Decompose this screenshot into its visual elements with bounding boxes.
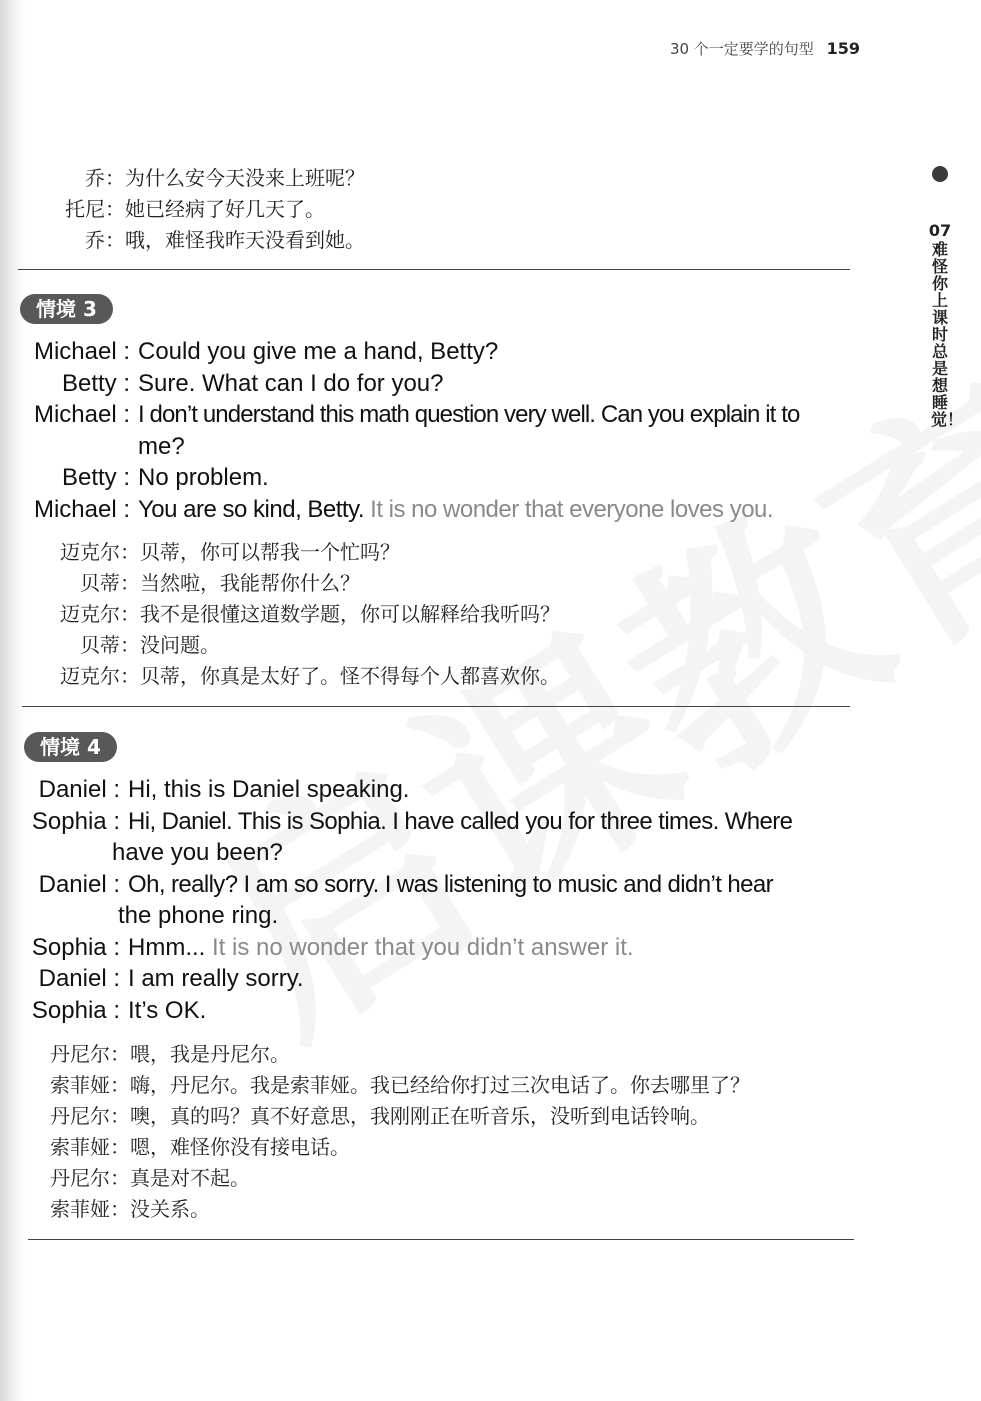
chapter-number: 07 [928, 221, 952, 240]
dialogue-line [0, 599, 900, 630]
dialogue-line [0, 1039, 900, 1070]
speaker: Daniel : [38, 965, 120, 992]
dialogue-line [0, 774, 900, 806]
speaker: 贝蒂： [80, 571, 140, 595]
dialogue-line [0, 225, 900, 256]
chapter-sidebar [920, 160, 964, 429]
speaker: Sophia : [31, 807, 120, 835]
scene3-translation [0, 537, 900, 692]
speaker: 索菲娅： [50, 1135, 130, 1159]
scene2-translation [0, 163, 900, 256]
line-text: It’s OK. [128, 996, 207, 1024]
chapter-marker-dot [932, 166, 948, 182]
speaker: Michael : [33, 401, 130, 428]
speaker: Betty : [61, 369, 130, 397]
line-text: Hi, this is Daniel speaking. [128, 776, 410, 803]
dialogue-line [0, 630, 900, 661]
speaker: 迈克尔： [60, 664, 140, 688]
line-text: Oh, really? I am so sorry. I was listening to music and didn’t hear [128, 870, 773, 898]
speaker: Daniel : [38, 870, 120, 898]
dialogue-line [0, 900, 900, 932]
scene3-dialogue [0, 336, 900, 525]
line-text: 没问题。 [140, 633, 220, 657]
speaker: 索菲娅： [50, 1073, 130, 1097]
line-text: the phone ring. [118, 902, 279, 929]
line-text: have you been? [112, 839, 283, 866]
line-text: 贝蒂，你可以帮我一个忙吗？ [140, 540, 400, 564]
scene4-translation [0, 1039, 900, 1225]
dialogue-line [0, 431, 900, 463]
line-text: 真是对不起。 [130, 1166, 250, 1190]
speaker: Michael : [33, 338, 130, 365]
speaker: 迈克尔： [60, 602, 140, 626]
dialogue-line [0, 1194, 900, 1225]
speaker: 迈克尔： [60, 540, 140, 564]
running-header [560, 38, 860, 59]
line-text: 当然啦，我能帮你什么？ [140, 571, 360, 595]
speaker: 乔： [85, 166, 125, 190]
chapter-title: 难怪你上课时总是想睡觉！ [931, 240, 964, 429]
dialogue-line [0, 837, 900, 869]
scene4-label: 情境 4 [24, 732, 117, 762]
scene3-label: 情境 3 [20, 294, 113, 324]
speaker: Michael : [33, 495, 130, 523]
key-sentence-highlight: It is no wonder that everyone loves you. [363, 495, 774, 523]
speaker: Daniel : [38, 776, 120, 803]
dialogue-line [0, 194, 900, 225]
speaker: 贝蒂： [80, 633, 140, 657]
header-title: 30 个一定要学的句型 [669, 40, 814, 58]
dialogue-line [0, 1163, 900, 1194]
dialogue-line [0, 1132, 900, 1163]
line-text: 贝蒂，你真是太好了。怪不得每个人都喜欢你。 [140, 664, 560, 688]
line-text: Could you give me a hand, Betty? [138, 338, 499, 365]
line-text: 噢，真的吗？真不好意思，我刚刚正在听音乐，没听到电话铃响。 [130, 1104, 710, 1128]
speaker: 丹尼尔： [50, 1166, 130, 1190]
section-divider [22, 706, 850, 707]
line-text: No problem. [138, 464, 269, 491]
line-text: 她已经病了好几天了。 [125, 197, 325, 221]
speaker: 乔： [85, 228, 125, 252]
line-text: Hmm... [128, 933, 206, 961]
dialogue-line [0, 163, 900, 194]
line-text: 哦，难怪我昨天没看到她。 [125, 228, 365, 252]
line-text: Sure. What can I do for you? [138, 369, 444, 397]
line-text: 喂，我是丹尼尔。 [130, 1042, 290, 1066]
speaker: 索菲娅： [50, 1197, 130, 1221]
dialogue-line [0, 368, 900, 400]
speaker: 丹尼尔： [50, 1042, 130, 1066]
dialogue-line [0, 806, 900, 838]
section-divider [18, 269, 850, 270]
speaker: 托尼： [65, 197, 125, 221]
line-text: 我不是很懂这道数学题，你可以解释给我听吗？ [140, 602, 560, 626]
dialogue-line [0, 568, 900, 599]
line-text: Hi, Daniel. This is Sophia. I have called you for three times. Where [128, 807, 793, 835]
line-text: me? [138, 432, 185, 460]
dialogue-line [0, 932, 900, 964]
dialogue-line [0, 661, 900, 692]
key-sentence-highlight: It is no wonder that you didn’t answer it. [205, 933, 634, 961]
section-divider [28, 1239, 854, 1240]
line-text: 嗨，丹尼尔。我是索菲娅。我已经给你打过三次电话了。你去哪里了？ [130, 1073, 750, 1097]
speaker: Sophia : [31, 933, 120, 961]
page-number: 159 [826, 39, 860, 58]
line-text: You are so kind, Betty. [138, 495, 364, 523]
dialogue-line [0, 1101, 900, 1132]
speaker: Betty : [61, 464, 130, 491]
dialogue-line [0, 1070, 900, 1101]
scene4-dialogue [0, 774, 900, 1026]
speaker: 丹尼尔： [50, 1104, 130, 1128]
dialogue-line [0, 537, 900, 568]
line-text: I am really sorry. [128, 965, 304, 992]
dialogue-line [0, 963, 900, 995]
dialogue-line [0, 494, 900, 526]
line-text: 为什么安今天没来上班呢？ [125, 166, 365, 190]
dialogue-line [0, 869, 900, 901]
line-text: I don’t understand this math question very well. Can you explain it to [138, 401, 800, 428]
dialogue-line [0, 336, 900, 368]
line-text: 没关系。 [130, 1197, 210, 1221]
dialogue-line [0, 995, 900, 1027]
speaker: Sophia : [31, 996, 120, 1024]
dialogue-line [0, 462, 900, 494]
line-text: 嗯，难怪你没有接电话。 [130, 1135, 350, 1159]
dialogue-line [0, 399, 900, 431]
